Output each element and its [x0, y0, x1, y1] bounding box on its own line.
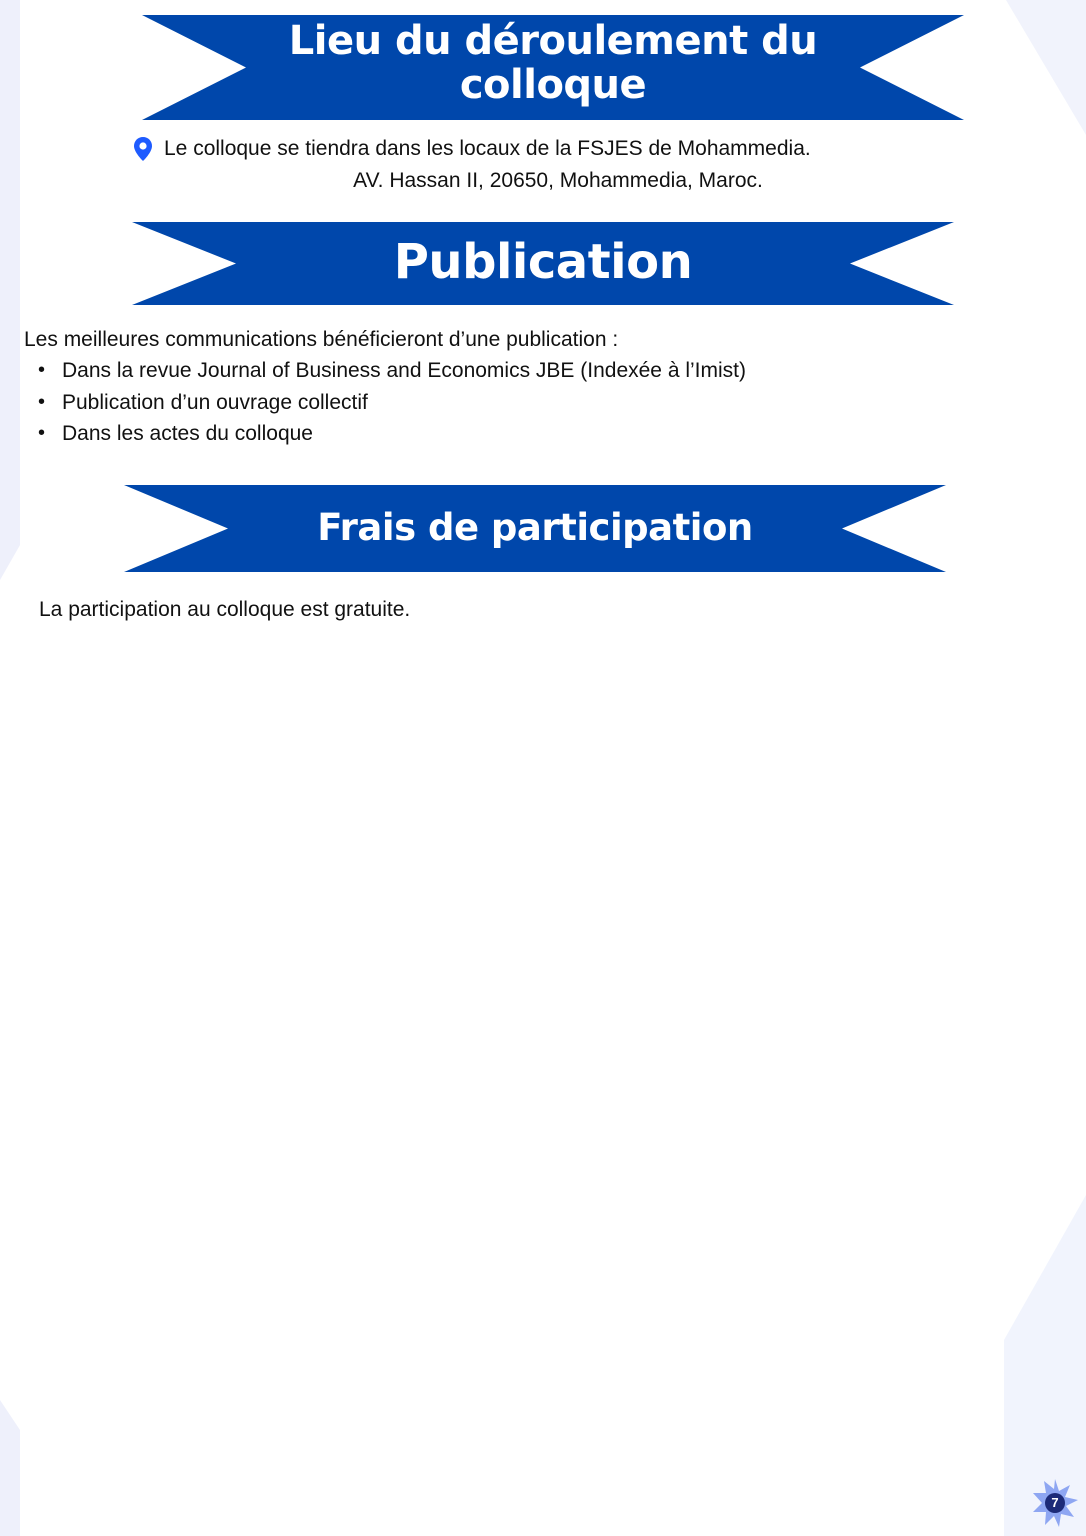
map-pin-icon — [133, 136, 153, 162]
venue-banner — [142, 15, 964, 120]
venue-location-text: Le colloque se tiendra dans les locaux de la FSJES de Mohammedia. — [164, 137, 811, 160]
publication-list — [38, 355, 746, 450]
list-item: • Dans les actes du colloque — [38, 418, 746, 450]
publication-intro: Les meilleures communications bénéficieront d’une publication : — [24, 328, 619, 351]
page-number: 7 — [1051, 1495, 1059, 1510]
background-right-edge — [1000, 0, 1086, 1536]
background-left-edge — [0, 0, 24, 1536]
venue-heading-line2: colloque — [459, 62, 647, 108]
fees-text: La participation au colloque est gratuite. — [39, 598, 411, 621]
fees-heading: Frais de participation — [317, 506, 753, 549]
venue-address-text: AV. Hassan II, 20650, Mohammedia, Maroc. — [353, 169, 763, 192]
page-number-badge — [1030, 1478, 1080, 1528]
venue-heading — [142, 19, 964, 107]
list-item: • Dans la revue Journal of Business and Economics JBE (Indexée à l’Imist) — [38, 355, 746, 387]
fees-banner — [124, 485, 946, 572]
publication-heading: Publication — [393, 234, 693, 290]
list-item: • Publication d’un ouvrage collectif — [38, 387, 746, 419]
venue-heading-line1: Lieu du déroulement du — [288, 18, 818, 64]
publication-banner — [132, 222, 954, 305]
